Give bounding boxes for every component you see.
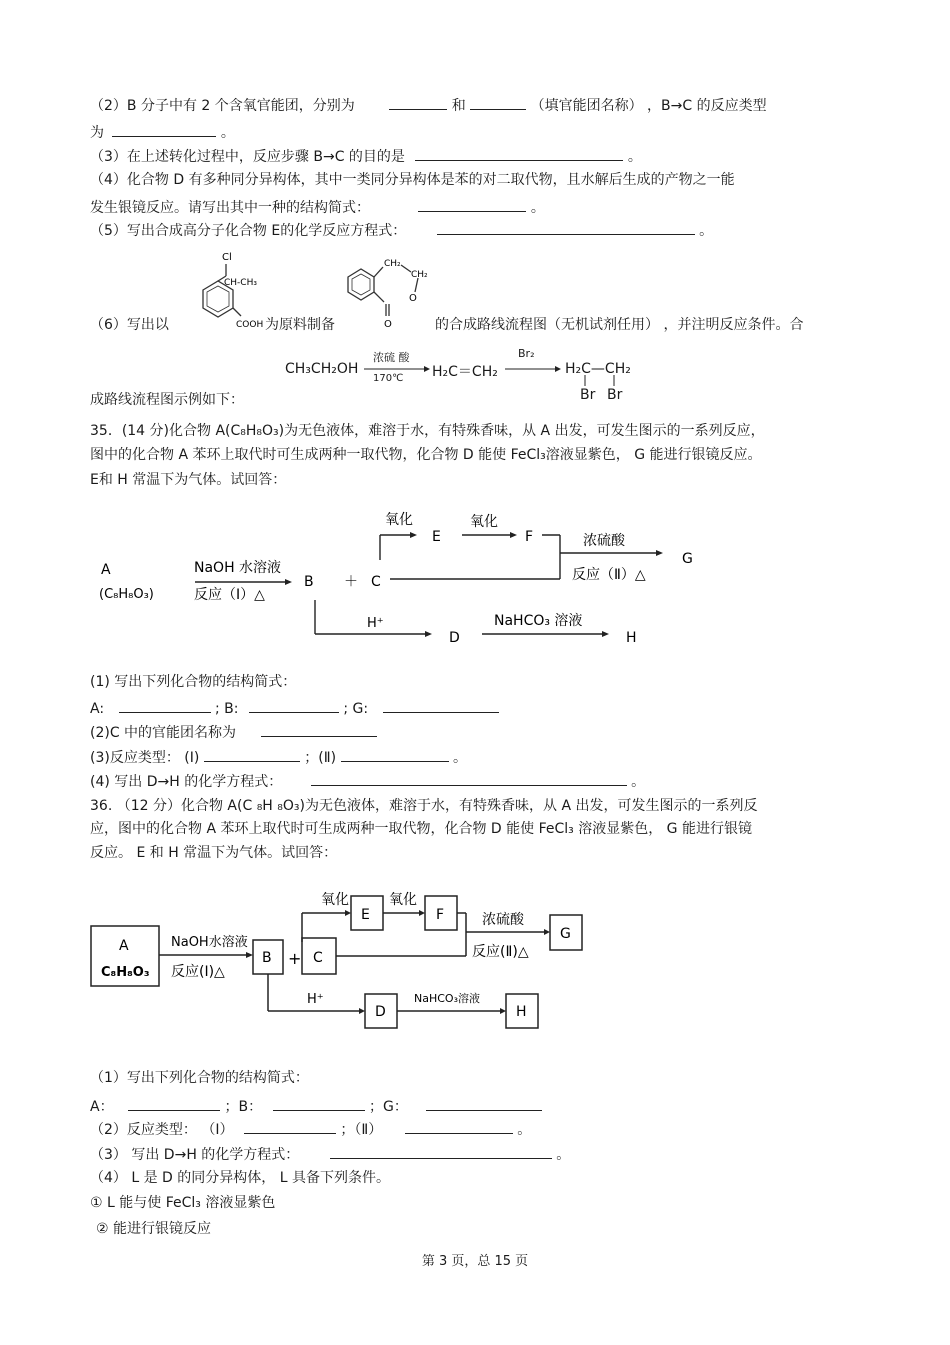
q36-s3-blank[interactable] — [330, 1144, 552, 1159]
mol2-ch2-b: CH₂ — [411, 270, 428, 280]
q35-s4-text-a: (4) 写出 D→H 的化学方程式： — [90, 774, 283, 790]
q35-sub1-answers — [90, 698, 499, 718]
q36-reaction-diagram — [88, 880, 588, 1040]
q35-plus: ＋ — [344, 574, 358, 590]
q35-node-f: F — [525, 529, 534, 545]
q36-s1-label-b: ；B： — [224, 1099, 263, 1115]
q34-p4-text-c: 。 — [530, 200, 545, 216]
starting-material-structure — [178, 248, 266, 336]
q35-intro-line2: 图中的化合物 A 苯环上取代时可生成两种一取代物，化合物 D 能使 FeCl₃溶液显紫色， G 能进行银镜反应。 — [90, 447, 762, 463]
q35-node-a: A — [101, 562, 111, 578]
q35-s1-label-b: ; B: — [214, 701, 239, 717]
example-arrow-2 — [505, 364, 561, 374]
q35-node-h: H — [626, 630, 637, 646]
q35-blank-a[interactable] — [119, 698, 211, 713]
q36-node-e: E — [361, 907, 370, 923]
q35-s3-text-b: ；(Ⅱ) — [304, 750, 337, 766]
q36-blank-a[interactable] — [128, 1096, 220, 1111]
example-ethene: H₂C＝CH₂ — [432, 364, 498, 380]
q34-p6-text-c: 的合成路线流程图（无机试剂任用） ，并注明反应条件。合 — [435, 317, 804, 333]
mol1-cl-label: Cl — [222, 252, 232, 263]
q36-arrowhead-1 — [246, 952, 253, 958]
benzene-inner-1 — [207, 286, 229, 312]
q35-node-g: G — [682, 551, 693, 567]
q34-p2-blank-2[interactable] — [470, 95, 526, 110]
q35-sub1: (1) 写出下列化合物的结构简式： — [90, 674, 297, 690]
q35-arrowhead-1 — [285, 579, 292, 585]
q36-s1-label-a: A： — [90, 1099, 114, 1115]
q34-p3-blank[interactable] — [415, 146, 623, 161]
q36-s3-text-a: （3） 写出 D→H 的化学方程式： — [90, 1147, 300, 1163]
q34-p6-text-d: 成路线流程图示例如下： — [90, 392, 244, 408]
q35-sub3 — [90, 747, 467, 767]
q34-p2-blank-1[interactable] — [389, 95, 447, 110]
q34-p4-blank[interactable] — [418, 197, 526, 212]
q36-cond-ox1: 氧化 — [321, 892, 349, 908]
q35-arrowhead-5 — [425, 631, 432, 637]
q36-cond-hplus: H⁺ — [307, 992, 324, 1007]
q35-cond-hplus: H⁺ — [367, 616, 384, 631]
example-product-bonds — [583, 375, 623, 387]
example-cond-top: 浓硫 酸 — [373, 351, 410, 364]
example-br-1: Br — [580, 387, 596, 403]
q34-p3-text-b: 。 — [627, 149, 642, 165]
q36-blank-b[interactable] — [273, 1096, 365, 1111]
q36-plus: + — [288, 949, 302, 968]
q35-blank-b[interactable] — [249, 698, 339, 713]
q36-sub1-answers — [90, 1096, 542, 1116]
q35-reaction-diagram — [90, 505, 710, 655]
q35-blank-g[interactable] — [383, 698, 499, 713]
q35-arrowhead-6 — [602, 631, 609, 637]
page-footer: 第 3 页，总 15 页 — [421, 1254, 529, 1269]
q35-s3-blank-2[interactable] — [341, 747, 449, 762]
q36-node-h: H — [516, 1004, 527, 1020]
q36-sub4: （4） L 是 D 的同分异构体， L 具备下列条件。 — [90, 1170, 390, 1186]
mol2-o-carbonyl: O — [384, 319, 392, 330]
q36-node-a-formula: C₈H₈O₃ — [101, 965, 150, 980]
q36-cond-r2: 反应(Ⅱ)△ — [472, 944, 529, 960]
mol1-cooh-label: COOH — [236, 320, 264, 330]
q34-p4-text-b: 发生银镜反应。请写出其中一种的结构简式： — [90, 200, 370, 216]
q35-s1-label-a: A: — [90, 701, 105, 717]
q36-intro-line1: 36. （12 分）化合物 A(C ₈H ₈O₃)为无色液体，难溶于水，有特殊香味，从 A 出发，可发生图示的一系列反 — [90, 798, 758, 814]
q34-p2-text-e: 。 — [220, 125, 235, 141]
q34-p2-text-c: （填官能团名称） ，B→C 的反应类型 — [530, 98, 767, 114]
mol1-ch-label: CH-CH₃ — [224, 278, 257, 288]
q36-cond-naoh: NaOH水溶液 — [171, 935, 248, 950]
q35-cond-r2: 反应（Ⅱ）△ — [572, 567, 646, 583]
q34-p2-text-b: 和 — [451, 98, 466, 114]
q34-part5 — [90, 220, 713, 240]
q36-condition-2: ② 能进行银镜反应 — [96, 1221, 212, 1237]
q35-intro-line3: E和 H 常温下为气体。试回答： — [90, 472, 287, 488]
q35-node-c: C — [371, 574, 381, 590]
q36-intro-line2: 应，图中的化合物 A 苯环上取代时可生成两种一取代物，化合物 D 能使 FeCl₃ 溶液显紫色， G 能进行银镜 — [90, 821, 752, 837]
mol2-ch2-a: CH₂ — [384, 259, 401, 269]
q36-s2-blank-2[interactable] — [405, 1119, 513, 1134]
q35-arrowhead-2 — [410, 532, 417, 538]
q35-sub4 — [90, 771, 645, 791]
bond-ring-c — [374, 292, 384, 302]
q36-arrowhead-5 — [359, 1008, 365, 1014]
q36-blank-g[interactable] — [426, 1096, 542, 1111]
target-lactone-structure — [343, 250, 438, 332]
q35-s2-blank[interactable] — [261, 722, 377, 737]
bond-cooh — [233, 308, 241, 316]
q34-part3 — [90, 146, 642, 166]
q36-cond-ox2: 氧化 — [389, 892, 417, 908]
q35-s4-blank[interactable] — [311, 771, 627, 786]
bond-ring-ch2 — [374, 267, 383, 277]
q35-node-a-formula: (C₈H₈O₃) — [99, 587, 154, 602]
q36-node-b: B — [262, 950, 272, 966]
example-br-2: Br — [607, 387, 623, 403]
q35-s1-label-g: ; G: — [343, 701, 369, 717]
q36-node-c: C — [313, 950, 323, 966]
q34-p6-text-a: （6）写出以 — [90, 317, 169, 333]
q34-p3-text-a: （3）在上述转化过程中，反应步骤 B→C 的目的是 — [90, 149, 405, 165]
q36-arrowhead-4 — [544, 929, 550, 935]
benzene-inner-2 — [352, 274, 370, 295]
example-cond-bottom: 170℃ — [373, 373, 404, 384]
q36-node-g: G — [560, 926, 571, 942]
q36-node-d: D — [375, 1004, 386, 1020]
q36-s2-text-b: ；（Ⅱ） — [340, 1122, 383, 1138]
q35-arrowhead-3 — [510, 532, 517, 538]
q35-node-d: D — [449, 630, 460, 646]
q34-p2-text-a: （2）B 分子中有 2 个含氧官能团，分别为 — [90, 98, 355, 114]
q35-cond-ox1: 氧化 — [385, 512, 413, 528]
q36-cond-r1: 反应(Ⅰ)△ — [171, 964, 225, 980]
q35-s3-text-c: 。 — [452, 750, 467, 766]
q36-sub2 — [90, 1119, 531, 1139]
q36-s1-label-g: ；G： — [369, 1099, 408, 1115]
q35-sub2 — [90, 722, 377, 742]
q36-s3-text-b: 。 — [556, 1147, 571, 1163]
q36-cond-nahco3: NaHCO₃溶液 — [414, 992, 480, 1005]
q35-s4-text-b: 。 — [631, 774, 646, 790]
q36-s2-blank-1[interactable] — [244, 1119, 336, 1134]
q36-intro-line3: 反应。 E 和 H 常温下为气体。试回答： — [90, 845, 338, 861]
q35-cond-nahco3: NaHCO₃ 溶液 — [494, 613, 583, 629]
q35-cond-h2so4: 浓硫酸 — [583, 533, 625, 549]
q36-cond-h2so4: 浓硫酸 — [482, 912, 524, 928]
bond-ch2-ch2 — [401, 265, 411, 272]
q34-p6-text-b: 为原料制备 — [265, 317, 335, 333]
q36-arrowhead-2 — [345, 910, 351, 916]
q36-node-f: F — [436, 907, 445, 923]
q35-cond-naoh: NaOH 水溶液 — [194, 560, 282, 576]
q34-p2-text-d: 为 — [90, 125, 104, 141]
q34-part4-line2 — [90, 197, 545, 217]
q34-p4-text-a: （4）化合物 D 有多种同分异构体，其中一类同分异构体是苯的对二取代物，且水解后生成的产物之一能 — [90, 172, 735, 188]
q35-s3-blank-1[interactable] — [204, 747, 300, 762]
q35-intro-line1: 35．(14 分)化合物 A(C₈H₈O₃)为无色液体，难溶于水，有特殊香味，从 A 出发，可发生图示的一系列反应， — [90, 423, 765, 439]
q36-s2-text-a: （2）反应类型： （Ⅰ） — [90, 1122, 234, 1138]
q35-node-e: E — [432, 529, 441, 545]
q36-sub1: （1）写出下列化合物的结构简式： — [90, 1070, 309, 1086]
q36-node-a: A — [119, 938, 129, 954]
q35-cond-r1: 反应（Ⅰ）△ — [194, 587, 265, 603]
q34-part2-line2 — [90, 122, 235, 142]
q36-arrowhead-6 — [500, 1008, 506, 1014]
q34-p5-blank[interactable] — [437, 220, 695, 235]
q34-p5-text-b: 。 — [699, 223, 714, 239]
example-product: H₂C—CH₂ — [565, 361, 631, 377]
q36-arrowhead-3 — [419, 910, 425, 916]
q35-s3-text-a: (3)反应类型： (Ⅰ) — [90, 750, 200, 766]
q35-cond-ox2: 氧化 — [470, 514, 498, 530]
bond-ch2-o — [415, 278, 418, 292]
q35-node-b: B — [304, 574, 314, 590]
q34-part4-line1 — [90, 171, 735, 189]
example-reagent: Br₂ — [518, 347, 535, 360]
example-ethanol: CH₃CH₂OH — [285, 361, 359, 377]
q36-condition-1: ① L 能与使 FeCl₃ 溶液显紫色 — [90, 1195, 276, 1211]
mol2-o-ring: O — [409, 293, 417, 304]
q36-sub3 — [90, 1144, 570, 1164]
q34-p2-blank-3[interactable] — [112, 122, 216, 137]
q34-part2-line1 — [90, 95, 767, 115]
q35-arrowhead-4 — [656, 550, 663, 556]
q36-s2-text-c: 。 — [517, 1122, 532, 1138]
q34-p5-text-a: （5）写出合成高分子化合物 E的化学反应方程式： — [90, 223, 407, 239]
q35-s2-text: (2)C 中的官能团名称为 — [90, 725, 237, 741]
